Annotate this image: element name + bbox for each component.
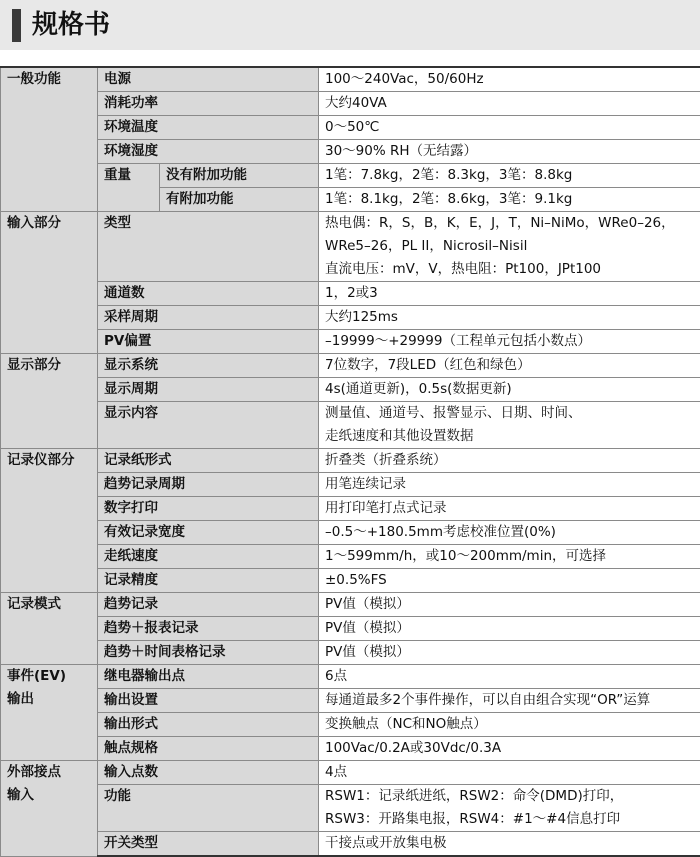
table-row (1, 832, 700, 857)
value-display-content (319, 402, 700, 449)
item-sampling: 采样周期 (98, 306, 319, 330)
value-display-system: 7位数字，7段LED（红色和绿色） (319, 354, 700, 378)
table-row (1, 497, 700, 521)
spec-table (0, 66, 700, 857)
value-mode-trend: PV值（模拟） (319, 593, 700, 617)
category-event-line1: 事件(EV) (7, 665, 97, 688)
value-display-content-line1: 测量值、通道号、报警显示、日期、时间、 (325, 402, 700, 425)
value-channels: 1，2或3 (319, 282, 700, 306)
value-display-period: 4s(通道更新)，0.5s(数据更新) (319, 378, 700, 402)
value-relay-points: 6点 (319, 665, 700, 689)
value-input-points: 4点 (319, 761, 700, 785)
page-title: 规格书 (32, 5, 110, 45)
category-record-mode: 记录模式 (1, 593, 98, 665)
table-row (1, 785, 700, 832)
value-input-type-line2: WRe5–26，PL II，Nicrosil–Nisil (325, 235, 700, 258)
item-display-system: 显示系统 (98, 354, 319, 378)
value-output-setting: 每通道最多2个事件操作，可以自由组合实现“OR”运算 (319, 689, 700, 713)
item-record-width: 有效记录宽度 (98, 521, 319, 545)
item-mode-report: 趋势＋报表记录 (98, 617, 319, 641)
header-accent-bar (12, 9, 21, 42)
value-pv-bias: –19999～+29999（工程单元包括小数点） (319, 330, 700, 354)
table-row (1, 354, 700, 378)
table-row (1, 593, 700, 617)
value-paper-form: 折叠类（折叠系统） (319, 449, 700, 473)
table-row (1, 164, 700, 188)
table-row (1, 92, 700, 116)
value-output-form: 变换触点（NC和NO触点） (319, 713, 700, 737)
table-row (1, 521, 700, 545)
table-row (1, 67, 700, 92)
value-record-width: –0.5～+180.5mm考虑校准位置(0%) (319, 521, 700, 545)
item-display-content: 显示内容 (98, 402, 319, 449)
table-row (1, 449, 700, 473)
item-mode-trend: 趋势记录 (98, 593, 319, 617)
category-external-input (1, 761, 98, 857)
item-paper-form: 记录纸形式 (98, 449, 319, 473)
item-output-form: 输出形式 (98, 713, 319, 737)
table-row (1, 689, 700, 713)
value-trend-period: 用笔连续记录 (319, 473, 700, 497)
table-row (1, 306, 700, 330)
category-external-line1: 外部接点 (7, 761, 97, 784)
item-pv-bias: PV偏置 (98, 330, 319, 354)
table-row (1, 665, 700, 689)
value-mode-timetable: PV值（模拟） (319, 641, 700, 665)
item-digital-print: 数字打印 (98, 497, 319, 521)
value-function (319, 785, 700, 832)
item-mode-timetable: 趋势＋时间表格记录 (98, 641, 319, 665)
item-weight-without: 没有附加功能 (160, 164, 319, 188)
item-consumption: 消耗功率 (98, 92, 319, 116)
item-relay-points: 继电器输出点 (98, 665, 319, 689)
table-row (1, 116, 700, 140)
table-row (1, 737, 700, 761)
item-temperature: 环境温度 (98, 116, 319, 140)
item-power: 电源 (98, 67, 319, 92)
table-row (1, 402, 700, 449)
value-function-line2: RSW3：开路集电报，RSW4：#1～#4信息打印 (325, 808, 700, 831)
table-row (1, 641, 700, 665)
value-input-type-line3: 直流电压：mV，V，热电阻：Pt100，JPt100 (325, 258, 700, 281)
category-general: 一般功能 (1, 67, 98, 212)
value-weight-without: 1笔：7.8kg，2笔：8.3kg，3笔：8.8kg (319, 164, 700, 188)
item-humidity: 环境湿度 (98, 140, 319, 164)
item-paper-speed: 走纸速度 (98, 545, 319, 569)
value-temperature: 0～50℃ (319, 116, 700, 140)
value-consumption: 大约40VA (319, 92, 700, 116)
item-record-accuracy: 记录精度 (98, 569, 319, 593)
table-row (1, 282, 700, 306)
value-paper-speed: 1～599mm/h，或10～200mm/min，可选择 (319, 545, 700, 569)
item-weight: 重量 (98, 164, 160, 212)
item-output-setting: 输出设置 (98, 689, 319, 713)
value-weight-with: 1笔：8.1kg，2笔：8.6kg，3笔：9.1kg (319, 188, 700, 212)
table-row (1, 545, 700, 569)
item-trend-period: 趋势记录周期 (98, 473, 319, 497)
item-contact-spec: 触点规格 (98, 737, 319, 761)
value-sampling: 大约125ms (319, 306, 700, 330)
category-input: 输入部分 (1, 212, 98, 354)
item-weight-with: 有附加功能 (160, 188, 319, 212)
item-channels: 通道数 (98, 282, 319, 306)
page-header (0, 0, 700, 50)
value-switch-type: 干接点或开放集电极 (319, 832, 700, 857)
category-recorder: 记录仪部分 (1, 449, 98, 593)
table-row (1, 378, 700, 402)
table-row (1, 473, 700, 497)
table-row (1, 569, 700, 593)
value-power: 100～240Vac，50/60Hz (319, 67, 700, 92)
item-function: 功能 (98, 785, 319, 832)
value-contact-spec: 100Vac/0.2A或30Vdc/0.3A (319, 737, 700, 761)
category-external-line2: 输入 (7, 784, 97, 807)
table-row (1, 713, 700, 737)
item-switch-type: 开关类型 (98, 832, 319, 857)
value-input-type-line1: 热电偶：R，S，B，K，E，J，T，Ni–NiMo，WRe0–26， (325, 212, 700, 235)
category-event-output (1, 665, 98, 761)
item-input-type: 类型 (98, 212, 319, 282)
category-event-line2: 输出 (7, 688, 97, 711)
table-row (1, 140, 700, 164)
value-function-line1: RSW1：记录纸进纸，RSW2：命令(DMD)打印， (325, 785, 700, 808)
value-input-type (319, 212, 700, 282)
item-display-period: 显示周期 (98, 378, 319, 402)
category-display: 显示部分 (1, 354, 98, 449)
table-row (1, 761, 700, 785)
value-digital-print: 用打印笔打点式记录 (319, 497, 700, 521)
value-mode-report: PV值（模拟） (319, 617, 700, 641)
value-humidity: 30～90% RH（无结露） (319, 140, 700, 164)
item-input-points: 输入点数 (98, 761, 319, 785)
value-display-content-line2: 走纸速度和其他设置数据 (325, 425, 700, 448)
table-row (1, 212, 700, 282)
table-row (1, 330, 700, 354)
value-record-accuracy: ±0.5%FS (319, 569, 700, 593)
table-row (1, 617, 700, 641)
